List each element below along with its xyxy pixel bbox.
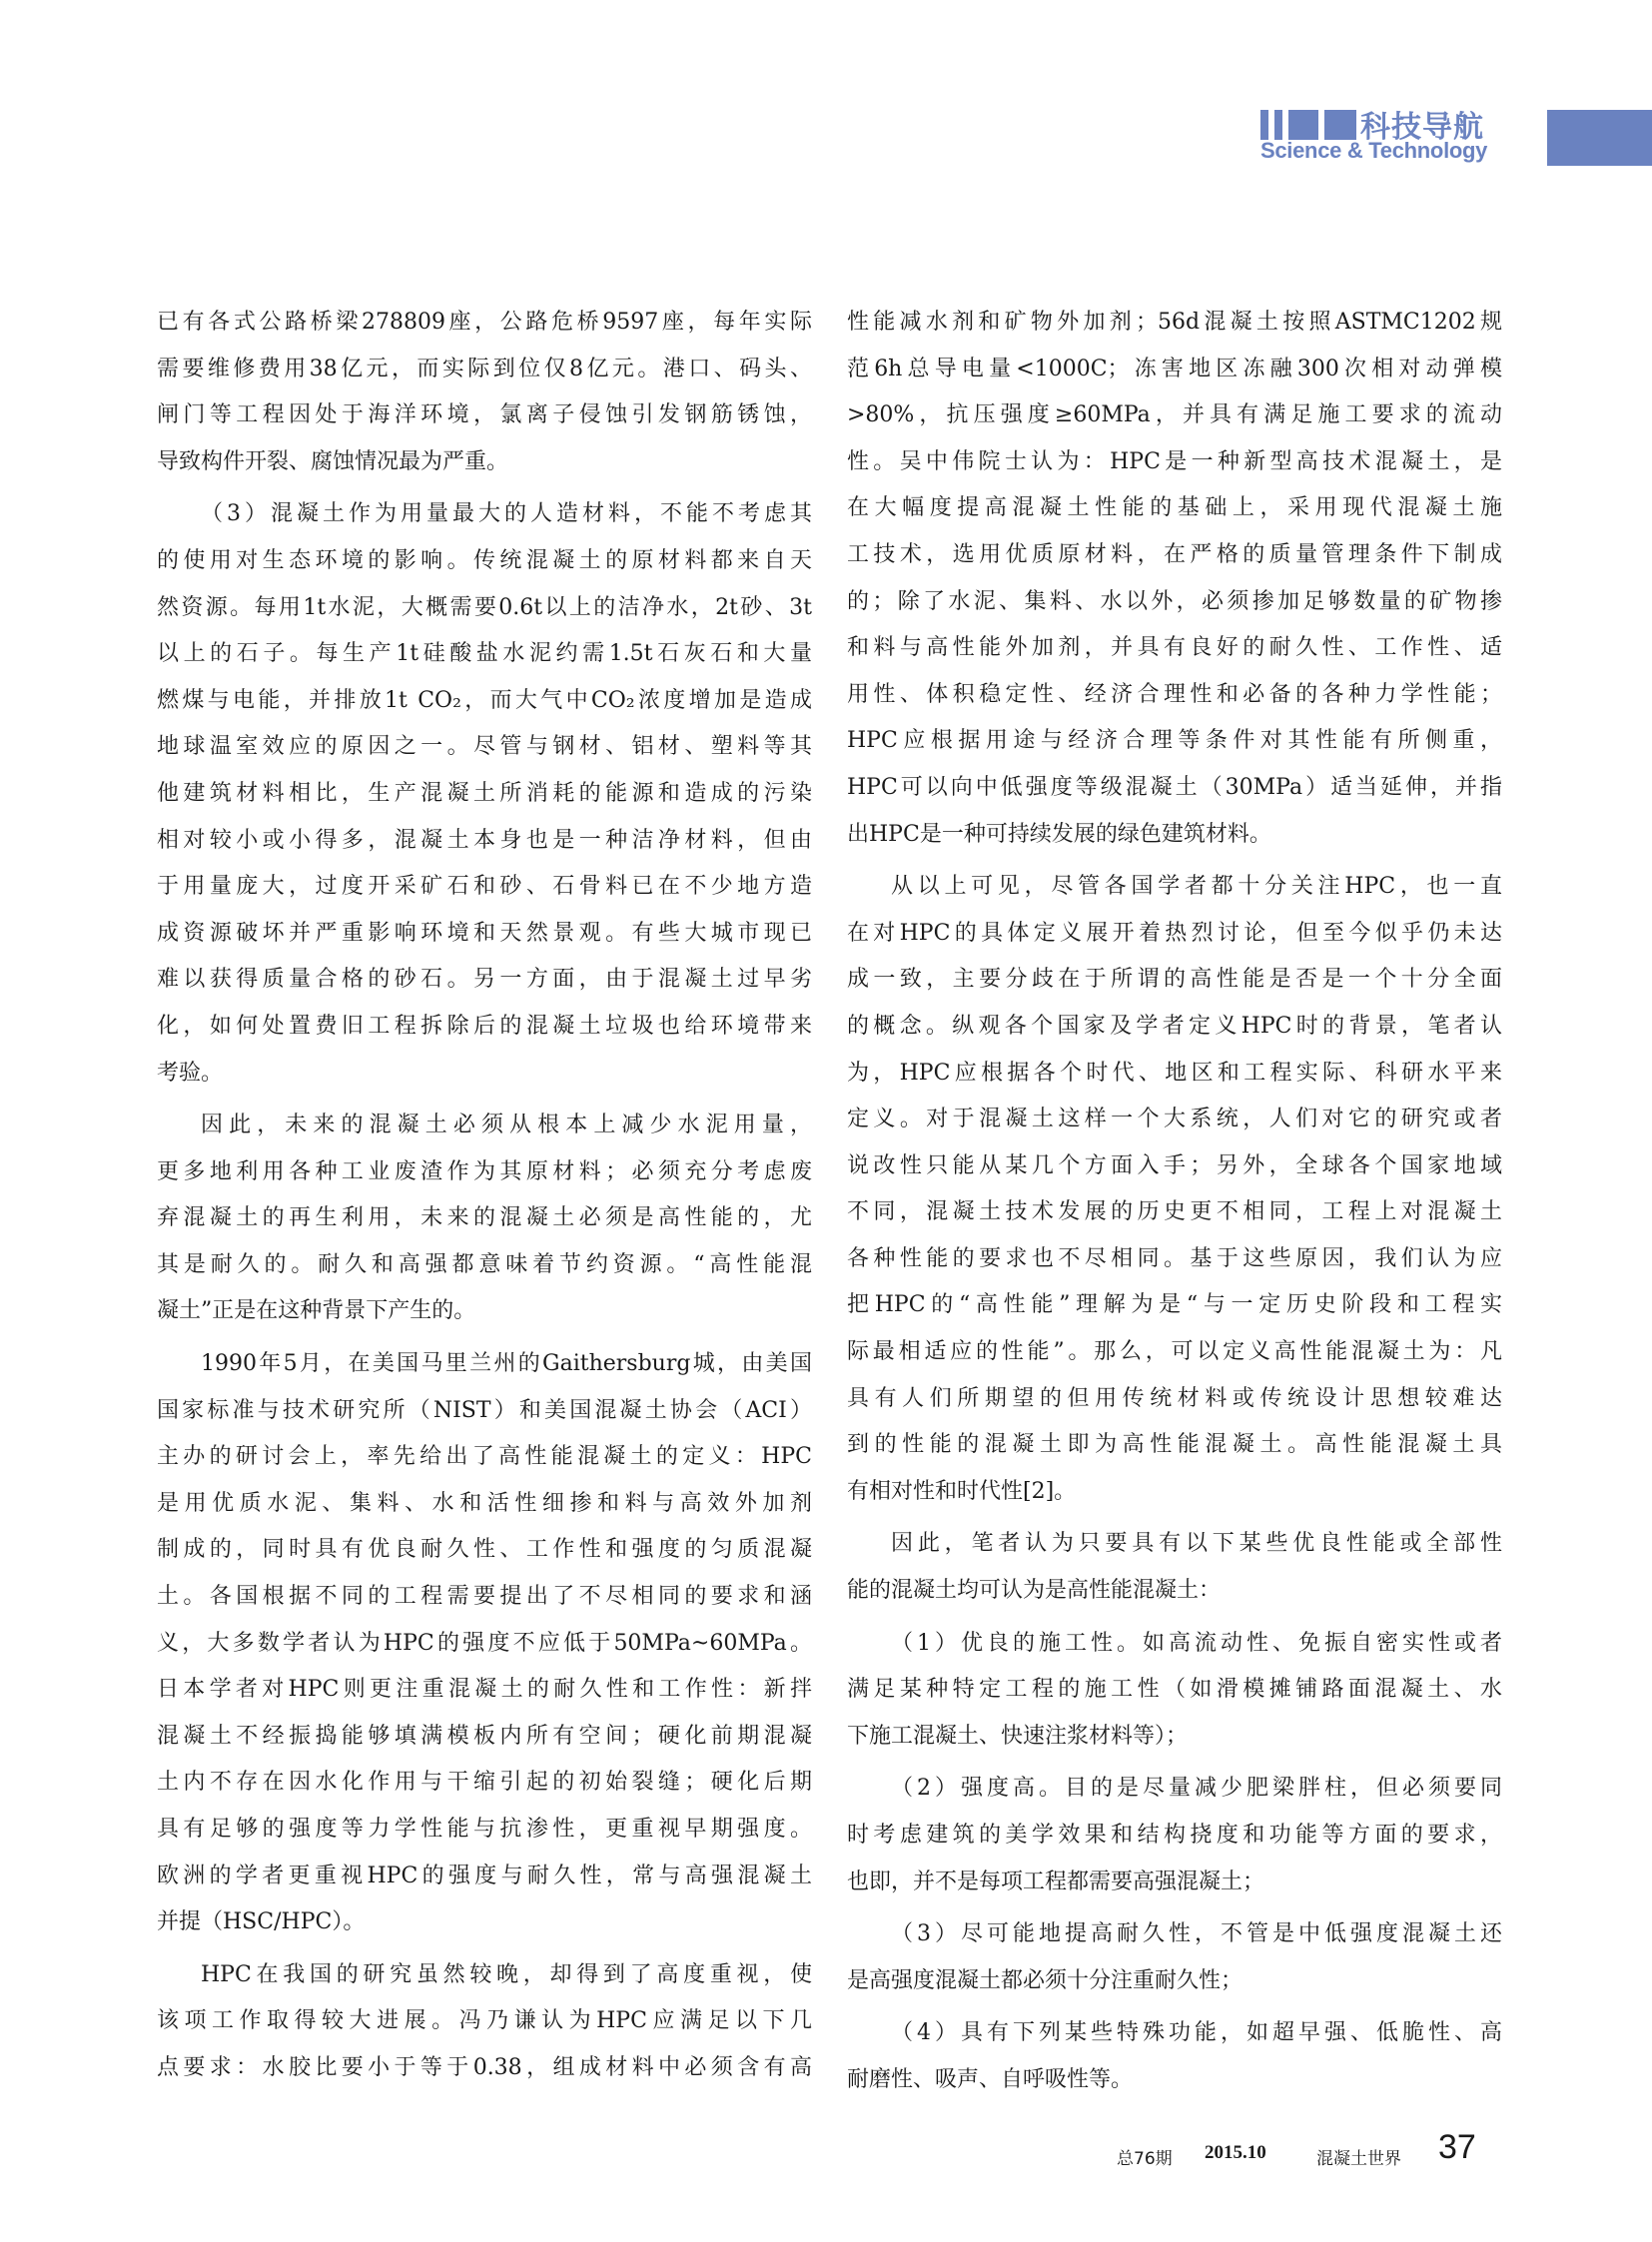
text-line: 能的混凝土均可认为是高性能混凝土： <box>847 1578 1222 1604</box>
text-line: 成资源破坏并严重影响环境和天然景观。有些大城市现已 <box>157 920 812 946</box>
text-line: 然资源。每用1t水泥，大概需要0.6t以上的洁净水，2t砂、3t <box>157 594 812 620</box>
text-line: （3）混凝土作为用量最大的人造材料，不能不考虑其 <box>201 501 812 527</box>
text-line: 义，大多数学者认为HPC的强度不应低于50MPa~60MPa。 <box>157 1630 812 1656</box>
text-line: （2）强度高。目的是尽量减少肥梁胖柱，但必须要同 <box>891 1776 1502 1802</box>
text-line: 的使用对生态环境的影响。传统混凝土的原材料都来自天 <box>157 547 812 573</box>
text-line: 出HPC是一种可持续发展的绿色建筑材料。 <box>847 821 1271 847</box>
text-line: （1）优良的施工性。如高流动性、免振自密实性或者 <box>891 1630 1502 1656</box>
text-line: 性。吴中伟院士认为：HPC是一种新型高技术混凝土，是 <box>847 448 1502 474</box>
text-line: 主办的研讨会上，率先给出了高性能混凝土的定义：HPC <box>157 1444 812 1470</box>
text-line: 相对较小或小得多，混凝土本身也是一种洁净材料，但由 <box>157 827 812 853</box>
text-line: 也即，并不是每项工程都需要高强混凝土； <box>847 1868 1265 1894</box>
text-line: 因此，未来的混凝土必须从根本上减少水泥用量， <box>201 1113 812 1138</box>
text-line: 难以获得质量合格的砂石。另一方面，由于混凝土过早劣 <box>157 967 812 993</box>
text-line: 把HPC的“高性能”理解为是“与一定历史阶段和工程实 <box>847 1292 1502 1318</box>
text-line: 具有人们所期望的但用传统材料或传统设计思想较难达 <box>847 1385 1502 1411</box>
text-line: 制成的，同时具有优良耐久性、工作性和强度的匀质混凝 <box>157 1537 812 1563</box>
text-line: 和料与高性能外加剂，并具有良好的耐久性、工作性、适 <box>847 635 1502 661</box>
text-line: 时考虑建筑的美学效果和结构挠度和功能等方面的要求， <box>847 1823 1502 1848</box>
left-column <box>157 300 812 2092</box>
text-line: 为，HPC应根据各个时代、地区和工程实际、科研水平来 <box>847 1060 1502 1086</box>
text-line: 化，如何处置费旧工程拆除后的混凝土垃圾也给环境带来 <box>157 1013 812 1039</box>
logo-block <box>1260 110 1268 140</box>
text-line: 并提（HSC/HPC）。 <box>157 1909 366 1935</box>
text-line: HPC在我国的研究虽然较晚，却得到了高度重视，使 <box>201 1961 812 1987</box>
text-line: 耐磨性、吸声、自呼吸性等。 <box>847 2066 1134 2092</box>
text-line: 该项工作取得较大进展。冯乃谦认为HPC应满足以下几 <box>157 2008 812 2034</box>
text-line: HPC可以向中低强度等级混凝土（30MPa）适当延伸，并指 <box>847 774 1502 800</box>
text-line: HPC应根据用途与经济合理等条件对其性能有所侧重， <box>847 728 1502 754</box>
text-line: 点要求：水胶比要小于等于0.38，组成材料中必须含有高 <box>157 2054 812 2080</box>
text-line: 已有各式公路桥梁278809座，公路危桥9597座，每年实际 <box>157 310 812 335</box>
section-header <box>1260 106 1652 166</box>
text-line: 性能减水剂和矿物外加剂；56d混凝土按照ASTMC1202规 <box>847 310 1502 335</box>
text-line: 导致构件开裂、腐蚀情况最为严重。 <box>157 448 509 474</box>
text-line: 燃煤与电能，并排放1t CO₂，而大气中CO₂浓度增加是造成 <box>157 687 812 713</box>
footer-date: 2015.10 <box>1205 2142 1266 2163</box>
text-line: 是用优质水泥、集料、水和活性细掺和料与高效外加剂 <box>157 1490 812 1516</box>
text-line: 到的性能的混凝土即为高性能混凝土。高性能混凝土具 <box>847 1432 1502 1458</box>
text-line: 范6h总导电量<1000C；冻害地区冻融300次相对动弹模 <box>847 356 1502 381</box>
logo-block <box>1324 110 1356 140</box>
text-line: 于用量庞大，过度开采矿石和砂、石骨料已在不少地方造 <box>157 874 812 900</box>
text-line: 不同，混凝土技术发展的历史更不相同，工程上对混凝土 <box>847 1199 1502 1225</box>
right-column <box>847 300 1502 2104</box>
text-line: 成一致，主要分歧在于所谓的高性能是否是一个十分全面 <box>847 967 1502 993</box>
text-line: 在对HPC的具体定义展开着热烈讨论，但至今似乎仍未达 <box>847 920 1502 946</box>
text-line: 的；除了水泥、集料、水以外，必须掺加足够数量的矿物掺 <box>847 588 1502 614</box>
text-line: 际最相适应的性能”。那么，可以定义高性能混凝土为：凡 <box>847 1339 1502 1365</box>
text-line: 地球温室效应的原因之一。尽管与钢材、铝材、塑料等其 <box>157 734 812 760</box>
text-line: 土。各国根据不同的工程需要提出了不尽相同的要求和涵 <box>157 1584 812 1610</box>
text-line: >80%，抗压强度≥60MPa，并具有满足施工要求的流动 <box>847 402 1502 428</box>
logo-block <box>1274 110 1282 140</box>
text-line: 更多地利用各种工业废渣作为其原材料；必须充分考虑废 <box>157 1158 812 1184</box>
text-line: 下施工混凝土、快速注浆材料等）； <box>847 1723 1189 1749</box>
section-title-en: Science & Technology <box>1260 138 1488 163</box>
logo-block <box>1288 110 1318 140</box>
text-line: 是高强度混凝土都必须十分注重耐久性； <box>847 1967 1243 1993</box>
text-line: 满足某种特定工程的施工性（如滑模摊铺路面混凝土、水 <box>847 1677 1502 1703</box>
text-line: 需要维修费用38亿元，而实际到位仅8亿元。港口、码头、 <box>157 356 812 381</box>
text-line: 混凝土不经振捣能够填满模板内所有空间；硬化前期混凝 <box>157 1723 812 1749</box>
text-line: （3）尽可能地提高耐久性，不管是中低强度混凝土还 <box>891 1921 1502 1947</box>
footer-issue: 总76期 <box>1117 2149 1173 2169</box>
text-line: 在大幅度提高混凝土性能的基础上，采用现代混凝土施 <box>847 495 1502 521</box>
text-line: 用性、体积稳定性、经济合理性和必备的各种力学性能； <box>847 681 1502 707</box>
text-line: 考验。 <box>157 1060 224 1086</box>
text-line: 具有足够的强度等力学性能与抗渗性，更重视早期强度。 <box>157 1817 812 1842</box>
text-line: 1990年5月，在美国马里兰州的Gaithersburg城，由美国 <box>201 1351 812 1377</box>
text-line: 其是耐久的。耐久和高强都意味着节约资源。“高性能混 <box>157 1251 812 1277</box>
text-line: 因此，笔者认为只要具有以下某些优良性能或全部性 <box>891 1531 1502 1557</box>
text-line: 定义。对于混凝土这样一个大系统，人们对它的研究或者 <box>847 1107 1502 1132</box>
text-line: 各种性能的要求也不尽相同。基于这些原因，我们认为应 <box>847 1245 1502 1271</box>
text-line: 土内不存在因水化作用与干缩引起的初始裂缝；硬化后期 <box>157 1770 812 1796</box>
text-line: 说改性只能从某几个方面入手；另外，全球各个国家地域 <box>847 1152 1502 1178</box>
text-line: 的概念。纵观各个国家及学者定义HPC时的背景，笔者认 <box>847 1013 1502 1039</box>
page-number: 37 <box>1438 2128 1476 2166</box>
section-title-cn: 科技导航 <box>1360 110 1484 145</box>
text-line: （4）具有下列某些特殊功能，如超早强、低脆性、高 <box>891 2020 1502 2046</box>
text-line: 日本学者对HPC则更注重混凝土的耐久性和工作性：新拌 <box>157 1677 812 1703</box>
page-footer <box>1117 2130 1536 2180</box>
text-line: 有相对性和时代性[2]。 <box>847 1478 1077 1504</box>
text-line: 从以上可见，尽管各国学者都十分关注HPC，也一直 <box>891 874 1502 900</box>
text-line: 闸门等工程因处于海洋环境，氯离子侵蚀引发钢筋锈蚀， <box>157 402 812 428</box>
header-color-bar <box>1547 110 1652 166</box>
text-line: 凝土”正是在这种背景下产生的。 <box>157 1298 476 1324</box>
footer-journal: 混凝土世界 <box>1316 2149 1401 2169</box>
text-line: 以上的石子。每生产1t硅酸盐水泥约需1.5t石灰石和大量 <box>157 641 812 667</box>
text-line: 他建筑材料相比，生产混凝土所消耗的能源和造成的污染 <box>157 780 812 806</box>
text-line: 欧洲的学者更重视HPC的强度与耐久性，常与高强混凝土 <box>157 1863 812 1888</box>
text-line: 工技术，选用优质原材料，在严格的质量管理条件下制成 <box>847 541 1502 567</box>
text-line: 国家标准与技术研究所（NIST）和美国混凝土协会（ACI） <box>157 1397 812 1423</box>
text-line: 弃混凝土的再生利用，未来的混凝土必须是高性能的，尤 <box>157 1205 812 1231</box>
